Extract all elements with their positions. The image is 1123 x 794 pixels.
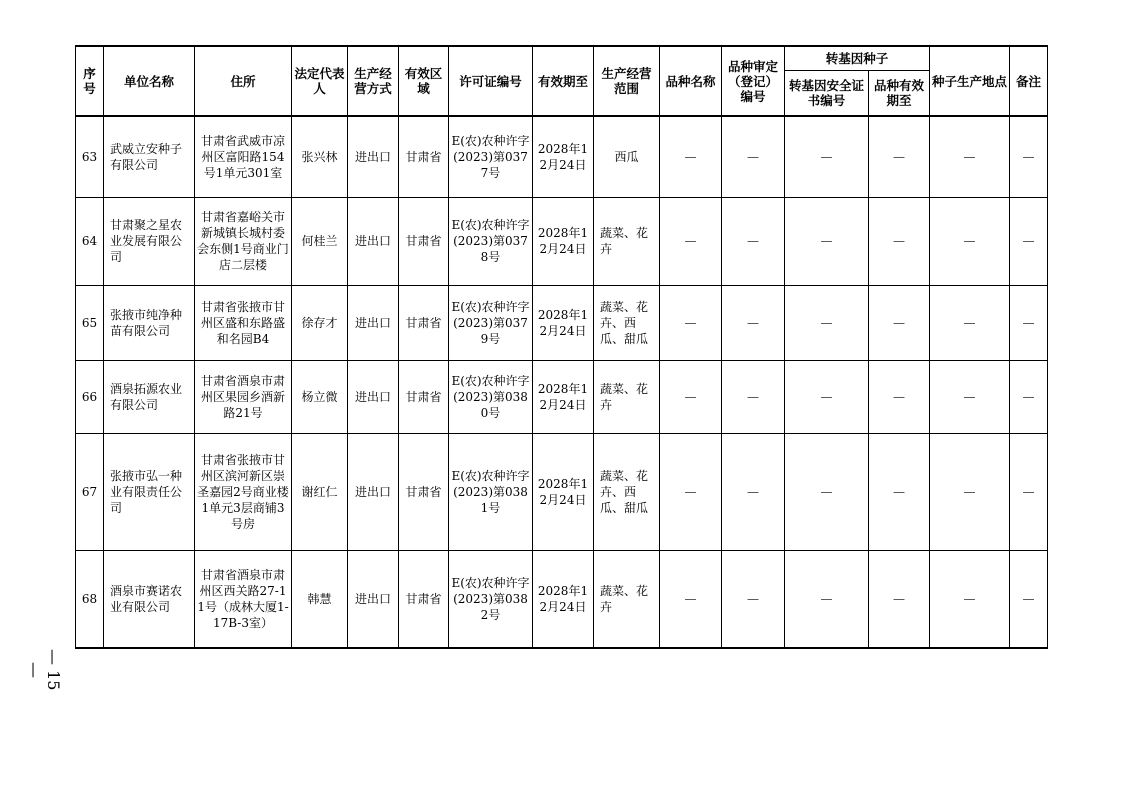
cell-rep: 韩慧 (292, 550, 348, 648)
cell-remark: — (1010, 433, 1048, 550)
table-row (76, 360, 1048, 433)
cell-seq: 68 (76, 550, 104, 648)
cell-approval: — (722, 360, 785, 433)
cell-scope: 蔬菜、花卉 (594, 360, 660, 433)
cell-remark: — (1010, 360, 1048, 433)
cell-license: E(农)农种许字(2023)第0378号 (449, 197, 533, 285)
cell-seq: 65 (76, 285, 104, 360)
cell-approval: — (722, 285, 785, 360)
cell-gm-cert: — (785, 285, 869, 360)
header-place: 种子生产地点 (930, 46, 1010, 116)
cell-gm-cert: — (785, 550, 869, 648)
cell-address: 甘肃省酒泉市肃州区果园乡酒新路21号 (195, 360, 292, 433)
cell-gm-valid: — (869, 116, 930, 197)
header-scope: 生产经营范围 (594, 46, 660, 116)
header-gm-group: 转基因种子 (785, 46, 930, 70)
cell-place: — (930, 285, 1010, 360)
cell-gm-valid: — (869, 197, 930, 285)
cell-unit: 甘肃聚之星农业发展有限公司 (104, 197, 195, 285)
cell-scope: 蔬菜、花卉 (594, 197, 660, 285)
header-seq: 序号 (76, 46, 104, 116)
cell-mode: 进出口 (348, 550, 399, 648)
header-remark: 备注 (1010, 46, 1048, 116)
cell-unit: 酒泉市赛诺农业有限公司 (104, 550, 195, 648)
cell-variety: — (660, 550, 722, 648)
cell-region: 甘肃省 (399, 550, 449, 648)
cell-approval: — (722, 550, 785, 648)
cell-place: — (930, 116, 1010, 197)
header-unit: 单位名称 (104, 46, 195, 116)
cell-rep: 徐存才 (292, 285, 348, 360)
cell-variety: — (660, 116, 722, 197)
cell-license: E(农)农种许字(2023)第0382号 (449, 550, 533, 648)
header-mode: 生产经营方式 (348, 46, 399, 116)
cell-region: 甘肃省 (399, 360, 449, 433)
cell-seq: 66 (76, 360, 104, 433)
cell-rep: 杨立微 (292, 360, 348, 433)
header-address: 住所 (195, 46, 292, 116)
cell-gm-valid: — (869, 550, 930, 648)
header-rep: 法定代表人 (292, 46, 348, 116)
header-license: 许可证编号 (449, 46, 533, 116)
cell-address: 甘肃省嘉峪关市新城镇长城村委会东侧1号商业门店二层楼 (195, 197, 292, 285)
cell-region: 甘肃省 (399, 116, 449, 197)
cell-variety: — (660, 197, 722, 285)
cell-license: E(农)农种许字(2023)第0380号 (449, 360, 533, 433)
cell-region: 甘肃省 (399, 285, 449, 360)
cell-place: — (930, 433, 1010, 550)
cell-remark: — (1010, 116, 1048, 197)
cell-rep: 张兴林 (292, 116, 348, 197)
table-row (76, 433, 1048, 550)
cell-address: 甘肃省武威市凉州区富阳路154号1单元301室 (195, 116, 292, 197)
cell-rep: 谢红仁 (292, 433, 348, 550)
cell-valid: 2028年12月24日 (533, 197, 594, 285)
cell-approval: — (722, 116, 785, 197)
header-region: 有效区域 (399, 46, 449, 116)
cell-approval: — (722, 433, 785, 550)
cell-variety: — (660, 285, 722, 360)
cell-address: 甘肃省酒泉市肃州区西关路27-11号（成林大厦1-17B-3室） (195, 550, 292, 648)
cell-unit: 酒泉拓源农业有限公司 (104, 360, 195, 433)
cell-mode: 进出口 (348, 285, 399, 360)
cell-license: E(农)农种许字(2023)第0377号 (449, 116, 533, 197)
cell-remark: — (1010, 197, 1048, 285)
cell-scope: 西瓜 (594, 116, 660, 197)
cell-license: E(农)农种许字(2023)第0379号 (449, 285, 533, 360)
cell-remark: — (1010, 285, 1048, 360)
header-gm-valid: 品种有效期至 (869, 70, 930, 116)
cell-region: 甘肃省 (399, 433, 449, 550)
header-valid: 有效期至 (533, 46, 594, 116)
cell-valid: 2028年12月24日 (533, 360, 594, 433)
header-variety: 品种名称 (660, 46, 722, 116)
cell-scope: 蔬菜、花卉、西瓜、甜瓜 (594, 285, 660, 360)
cell-unit: 张掖市弘一种业有限责任公司 (104, 433, 195, 550)
cell-valid: 2028年12月24日 (533, 285, 594, 360)
cell-scope: 蔬菜、花卉 (594, 550, 660, 648)
cell-gm-cert: — (785, 116, 869, 197)
cell-unit: 武威立安种子有限公司 (104, 116, 195, 197)
cell-place: — (930, 197, 1010, 285)
cell-address: 甘肃省张掖市甘州区盛和东路盛和名园B4 (195, 285, 292, 360)
cell-rep: 何桂兰 (292, 197, 348, 285)
cell-mode: 进出口 (348, 197, 399, 285)
cell-remark: — (1010, 550, 1048, 648)
cell-place: — (930, 360, 1010, 433)
cell-variety: — (660, 433, 722, 550)
cell-mode: 进出口 (348, 360, 399, 433)
cell-approval: — (722, 197, 785, 285)
cell-address: 甘肃省张掖市甘州区滨河新区崇圣嘉园2号商业楼1单元3层商铺3号房 (195, 433, 292, 550)
cell-seq: 67 (76, 433, 104, 550)
cell-gm-valid: — (869, 433, 930, 550)
cell-scope: 蔬菜、花卉、西瓜、甜瓜 (594, 433, 660, 550)
table-row (76, 197, 1048, 285)
header-gm-cert: 转基因安全证书编号 (785, 70, 869, 116)
seed-license-table (75, 45, 1048, 649)
cell-gm-valid: — (869, 360, 930, 433)
header-approval: 品种审定（登记）编号 (722, 46, 785, 116)
cell-variety: — (660, 360, 722, 433)
cell-region: 甘肃省 (399, 197, 449, 285)
cell-seq: 64 (76, 197, 104, 285)
cell-valid: 2028年12月24日 (533, 116, 594, 197)
cell-gm-cert: — (785, 433, 869, 550)
cell-seq: 63 (76, 116, 104, 197)
cell-gm-cert: — (785, 360, 869, 433)
cell-mode: 进出口 (348, 433, 399, 550)
cell-valid: 2028年12月24日 (533, 550, 594, 648)
table-row (76, 116, 1048, 197)
page-number: — 15 — (25, 649, 63, 691)
table-row (76, 550, 1048, 648)
cell-gm-cert: — (785, 197, 869, 285)
cell-license: E(农)农种许字(2023)第0381号 (449, 433, 533, 550)
cell-valid: 2028年12月24日 (533, 433, 594, 550)
table-row (76, 285, 1048, 360)
cell-unit: 张掖市纯净种苗有限公司 (104, 285, 195, 360)
cell-gm-valid: — (869, 285, 930, 360)
cell-place: — (930, 550, 1010, 648)
cell-mode: 进出口 (348, 116, 399, 197)
